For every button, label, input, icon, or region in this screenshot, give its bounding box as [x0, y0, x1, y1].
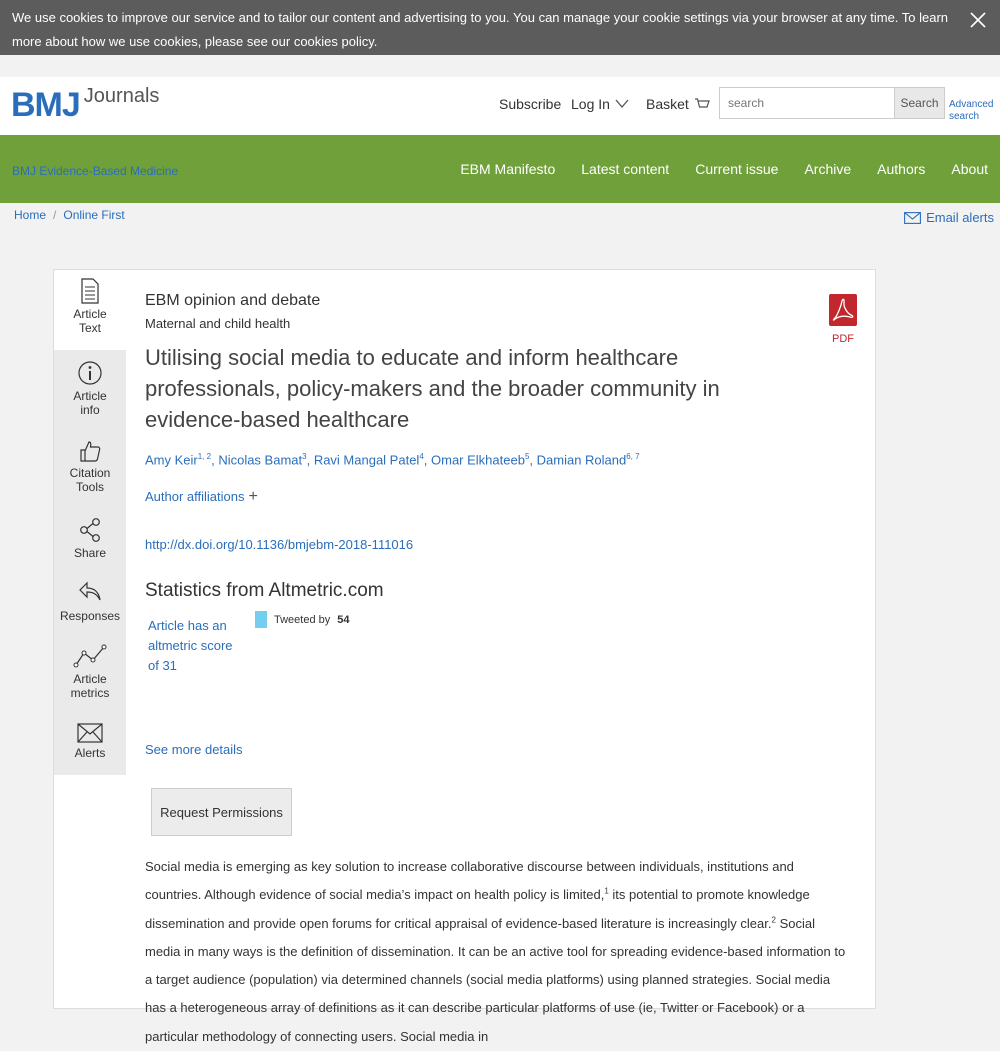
pdf-label: PDF — [832, 333, 854, 345]
site-header — [0, 77, 1000, 135]
search-button[interactable]: Search — [894, 88, 944, 118]
advanced-search-link[interactable]: Advanced search — [949, 99, 994, 122]
doi-link[interactable]: http://dx.doi.org/10.1136/bmjebm-2018-111016 — [145, 537, 414, 552]
sidebar-article-info[interactable] — [54, 360, 126, 417]
subscribe-link[interactable] — [499, 96, 561, 112]
author-affil-sup: 5 — [524, 452, 530, 461]
share-icon — [79, 517, 101, 543]
article-title: Utilising social media to educate and inform healthcare professionals, policy-makers and the broader community in evidence-based healthcare — [145, 345, 720, 432]
login-label: Log In — [571, 96, 610, 112]
tweeted-count: 54 — [337, 613, 350, 626]
author-link[interactable]: Omar Elkhateeb — [431, 452, 525, 468]
author-affil-sup: 1, 2 — [197, 452, 212, 461]
sidebar-responses[interactable] — [54, 580, 126, 623]
article-body-paragraph — [145, 853, 850, 1051]
basket-label: Basket — [646, 96, 689, 112]
author-separator: , — [306, 452, 314, 468]
article-card — [53, 269, 876, 1044]
nav-latest-content[interactable]: Latest content — [581, 161, 670, 177]
logo-bmj-text: BMJ — [11, 86, 80, 124]
nav-authors[interactable]: Authors — [877, 161, 926, 177]
author-link[interactable]: Amy Keir — [145, 452, 198, 468]
breadcrumb — [14, 208, 125, 222]
journal-nav — [0, 135, 1000, 203]
logo-journals-text: Journals — [83, 85, 160, 107]
author-list — [145, 452, 640, 467]
author-link[interactable]: Ravi Mangal Patel — [313, 452, 420, 468]
sidebar-label: Article — [73, 307, 107, 321]
cookie-banner — [0, 0, 1000, 55]
author-separator: , — [211, 452, 219, 468]
bmj-journals-logo[interactable] — [11, 85, 159, 129]
see-more-details-link[interactable]: See more details — [145, 742, 243, 757]
chevron-down-icon — [615, 99, 629, 109]
article-sidebar — [54, 270, 126, 775]
pdf-icon — [829, 294, 857, 326]
close-icon[interactable] — [966, 8, 990, 32]
author-affiliations-toggle[interactable] — [145, 488, 258, 506]
nav-current-issue[interactable]: Current issue — [695, 161, 779, 177]
tweeted-label: Tweeted by — [274, 613, 331, 626]
thumbs-up-icon — [79, 439, 101, 463]
sidebar-label: metrics — [70, 686, 110, 700]
body-text-1: Social media is emerging as key solution to increase collaborative discourse between individuals, institutions and countries. Although evidence of social media’s impact on health policy is limited, — [145, 859, 794, 903]
article-section: EBM opinion and debate — [145, 292, 321, 309]
login-link[interactable] — [571, 96, 629, 112]
email-alerts-link[interactable] — [904, 210, 994, 225]
sidebar-citation-tools[interactable] — [54, 439, 126, 494]
author-separator: , — [529, 452, 537, 468]
sidebar-label: Article — [73, 672, 107, 686]
search-box — [719, 87, 945, 119]
sidebar-alerts[interactable] — [54, 723, 126, 760]
affiliations-label: Author affiliations — [145, 489, 245, 504]
article-subsection: Maternal and child health — [145, 316, 291, 331]
line-chart-icon — [73, 643, 107, 669]
altmetric-score-link[interactable]: Article has an altmetric score of 31 — [148, 618, 233, 673]
author-link[interactable]: Damian Roland — [536, 452, 627, 468]
author-affil-sup: 4 — [419, 452, 424, 461]
reference-2[interactable]: 2 — [771, 915, 776, 925]
document-icon — [81, 278, 99, 304]
journal-name-link[interactable]: BMJ Evidence-Based Medicine — [12, 164, 179, 178]
author-affil-sup: 6, 7 — [626, 452, 640, 461]
envelope-icon — [904, 212, 921, 224]
sidebar-label: Responses — [59, 609, 121, 623]
cookie-text: We use cookies to improve our service and to tailor our content and advertising to you. You can manage your cookie settings via your browser at any time. To learn more about how we use cookies, please see our cookies policy. — [12, 10, 949, 49]
envelope-icon — [77, 723, 103, 743]
body-text-3: Social media in many ways is the definition of dissemination. It can be an active tool for spreading evidence-based information to a target audience (population) via determined channels (social media platforms) using planned strategies. Social media has a heterogeneous array of definitions as it can describe particular platforms of use (ie, Twitter or Facebook) or a particular methodology of connecting users. Social media in — [145, 915, 846, 1044]
nav-archive[interactable]: Archive — [804, 161, 852, 177]
sidebar-label: info — [80, 403, 100, 417]
search-input[interactable] — [720, 88, 894, 118]
subscribe-label: Subscribe — [499, 96, 562, 112]
breadcrumb-online-first[interactable]: Online First — [63, 208, 125, 222]
sidebar-label: Alerts — [74, 746, 106, 760]
reply-icon — [78, 580, 102, 606]
info-icon — [78, 360, 102, 386]
sidebar-article-metrics[interactable] — [54, 643, 126, 700]
sidebar-label: Citation — [69, 466, 111, 480]
altmetric-heading: Statistics from Altmetric.com — [145, 580, 384, 601]
reference-1[interactable]: 1 — [604, 886, 609, 896]
breadcrumb-separator: / — [53, 208, 57, 222]
sidebar-label: Share — [73, 546, 107, 560]
basket-link[interactable] — [646, 96, 710, 112]
breadcrumb-home[interactable]: Home — [14, 208, 47, 222]
pdf-download[interactable] — [828, 294, 858, 345]
nav-about[interactable]: About — [951, 161, 988, 177]
email-alerts-label: Email alerts — [926, 210, 994, 225]
sidebar-label: Article — [73, 389, 107, 403]
sidebar-share[interactable] — [54, 517, 126, 560]
sidebar-label: Tools — [75, 480, 104, 494]
tweeted-by-stat — [255, 611, 350, 628]
request-permissions-button[interactable]: Request Permissions — [151, 788, 292, 836]
body-text-2: its potential to promote knowledge dissemination and provide open forums for critical appraisal of evidence-based literature is increasingly clear. — [145, 887, 810, 931]
basket-icon — [694, 97, 710, 111]
plus-icon: + — [248, 488, 258, 505]
author-affil-sup: 3 — [302, 452, 307, 461]
sidebar-label: Text — [78, 321, 101, 335]
nav-ebm-manifesto[interactable]: EBM Manifesto — [460, 161, 556, 177]
author-separator: , — [423, 452, 431, 468]
sidebar-article-text[interactable] — [54, 270, 126, 350]
twitter-color-swatch — [255, 611, 267, 628]
author-link[interactable]: Nicolas Bamat — [218, 452, 303, 468]
nav-menu — [460, 161, 988, 177]
